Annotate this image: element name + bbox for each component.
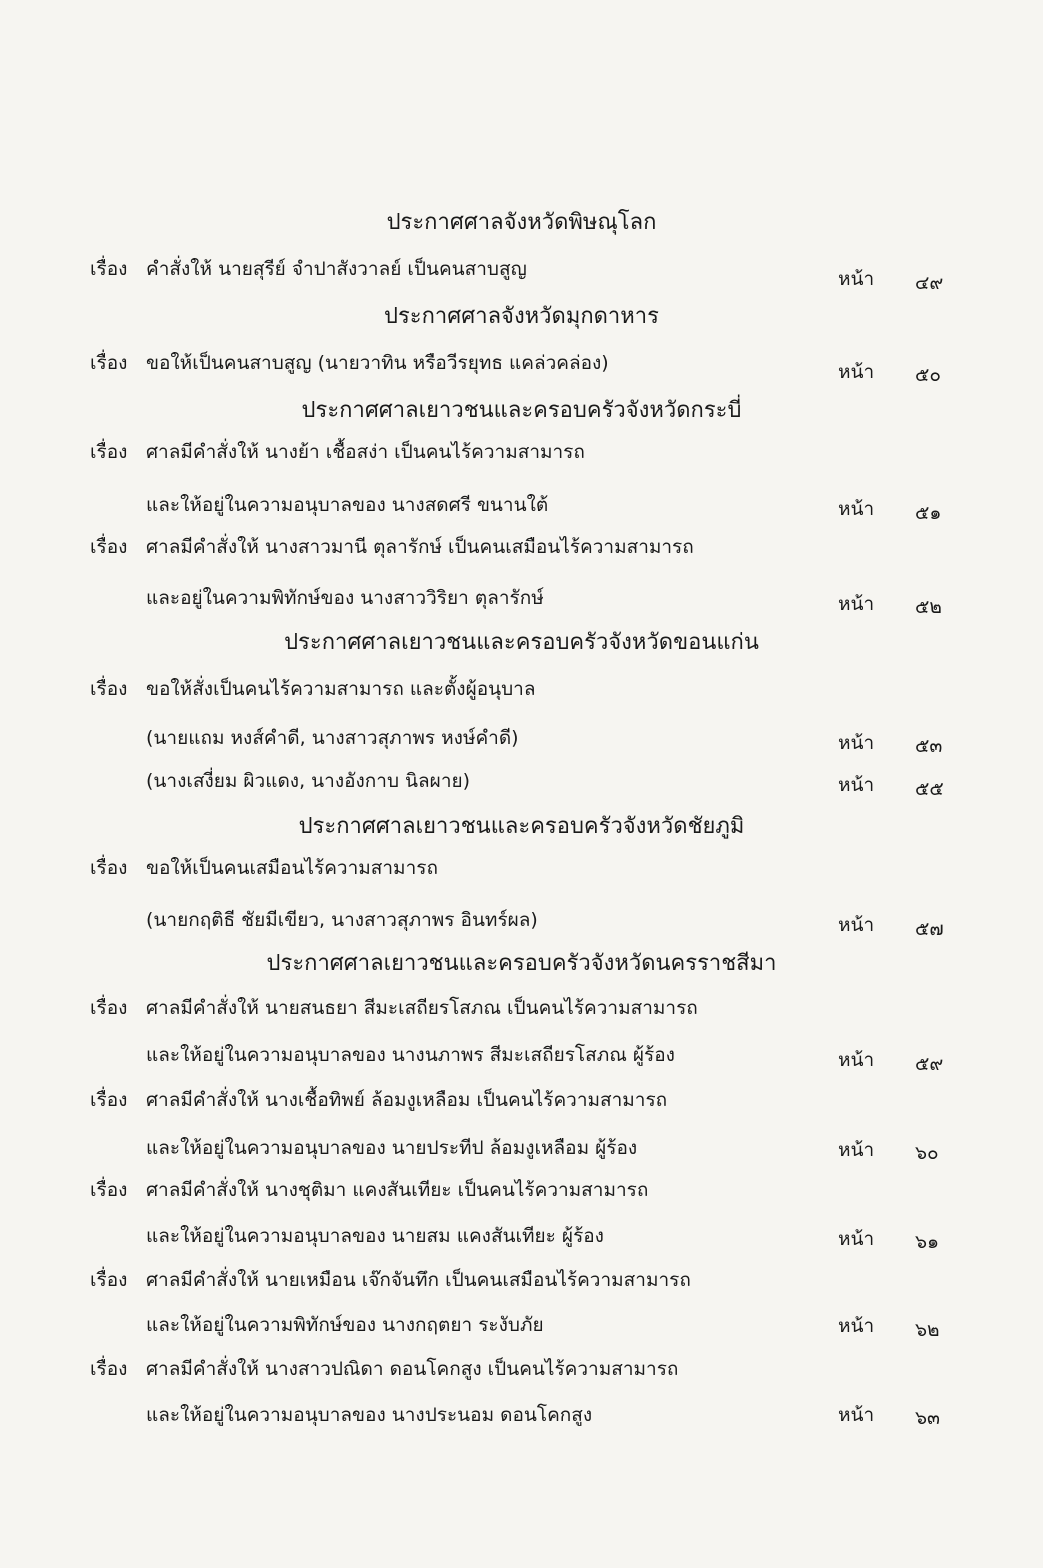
page-number: ๕๐ bbox=[915, 364, 941, 386]
page-number: ๔๙ bbox=[915, 272, 944, 294]
entry-text: ศาลมีคำสั่งให้ นางสาวมานี ตุลารักษ์ เป็นคนเสมือนไร้ความสามารถ bbox=[146, 536, 694, 558]
page-word: หน้า bbox=[838, 1049, 875, 1071]
entry-label: เรื่อง bbox=[90, 678, 128, 700]
entry-text: (นายแถม หงส์คำดี, นางสาวสุภาพร หงษ์คำดี) bbox=[146, 727, 519, 749]
entry-text: และให้อยู่ในความอนุบาลของ นายประทีป ล้อมงูเหลือม ผู้ร้อง bbox=[146, 1137, 638, 1159]
page-word: หน้า bbox=[838, 498, 875, 520]
page-number: ๖๐ bbox=[915, 1142, 939, 1164]
page-number: ๕๙ bbox=[915, 1053, 944, 1075]
entry-text: ศาลมีคำสั่งให้ นางสาวปณิดา ดอนโคกสูง เป็นคนไร้ความสามารถ bbox=[146, 1358, 679, 1380]
entry-text: และให้อยู่ในความอนุบาลของ นางนภาพร สีมะเสถียรโสภณ ผู้ร้อง bbox=[146, 1044, 675, 1066]
entry-text: ศาลมีคำสั่งให้ นางย้า เชื้อสง่า เป็นคนไร้ความสามารถ bbox=[146, 441, 585, 463]
page-word: หน้า bbox=[838, 1404, 875, 1426]
entry-text: ขอให้สั่งเป็นคนไร้ความสามารถ และตั้งผู้อนุบาล bbox=[146, 678, 536, 700]
entry-text: (นายกฤติธี ชัยมีเขียว, นางสาวสุภาพร อินทร์ผล) bbox=[146, 909, 538, 931]
entry-text: ขอให้เป็นคนเสมือนไร้ความสามารถ bbox=[146, 857, 438, 879]
entry-text: คำสั่งให้ นายสุรีย์ จำปาสังวาลย์ เป็นคนสาบสูญ bbox=[146, 258, 527, 280]
page-number: ๕๗ bbox=[915, 918, 944, 940]
entry-label: เรื่อง bbox=[90, 1269, 128, 1291]
entry-label: เรื่อง bbox=[90, 1179, 128, 1201]
page-number: ๖๒ bbox=[915, 1319, 940, 1341]
entry-label: เรื่อง bbox=[90, 1089, 128, 1111]
page-word: หน้า bbox=[838, 774, 875, 796]
section-heading: ประกาศศาลเยาวชนและครอบครัวจังหวัดนครราชสีมา bbox=[266, 951, 777, 976]
entry-text: ขอให้เป็นคนสาบสูญ (นายวาทิน หรือวีรยุทธ แคล่วคล่อง) bbox=[146, 352, 609, 374]
entry-text: และอยู่ในความพิทักษ์ของ นางสาววิริยา ตุลารักษ์ bbox=[146, 587, 544, 609]
entry-label: เรื่อง bbox=[90, 536, 128, 558]
page-word: หน้า bbox=[838, 914, 875, 936]
entry-label: เรื่อง bbox=[90, 441, 128, 463]
entry-label: เรื่อง bbox=[90, 352, 128, 374]
section-heading: ประกาศศาลเยาวชนและครอบครัวจังหวัดชัยภูมิ bbox=[298, 814, 745, 839]
page-word: หน้า bbox=[838, 361, 875, 383]
entry-text: และให้อยู่ในความพิทักษ์ของ นางกฤตยา ระงับภัย bbox=[146, 1314, 544, 1336]
page-number: ๕๒ bbox=[915, 596, 942, 618]
page-word: หน้า bbox=[838, 268, 875, 290]
entry-label: เรื่อง bbox=[90, 857, 128, 879]
section-heading: ประกาศศาลจังหวัดมุกดาหาร bbox=[384, 304, 659, 329]
entry-label: เรื่อง bbox=[90, 997, 128, 1019]
section-heading: ประกาศศาลเยาวชนและครอบครัวจังหวัดขอนแก่น bbox=[284, 630, 759, 655]
page-number: ๕๓ bbox=[915, 735, 943, 757]
entry-text: ศาลมีคำสั่งให้ นางเชื้อทิพย์ ล้อมงูเหลือม เป็นคนไร้ความสามารถ bbox=[146, 1089, 668, 1111]
page-word: หน้า bbox=[838, 593, 875, 615]
page-number: ๖๑ bbox=[915, 1231, 940, 1253]
entry-text: ศาลมีคำสั่งให้ นางชุติมา แคงสันเทียะ เป็นคนไร้ความสามารถ bbox=[146, 1179, 649, 1201]
entry-text: และให้อยู่ในความอนุบาลของ นางสดศรี ขนานใต้ bbox=[146, 494, 549, 516]
entry-text: และให้อยู่ในความอนุบาลของ นายสม แคงสันเทียะ ผู้ร้อง bbox=[146, 1225, 604, 1247]
page-number: ๕๑ bbox=[915, 502, 942, 524]
entry-text: ศาลมีคำสั่งให้ นายเหมือน เจ๊กจันทึก เป็นคนเสมือนไร้ความสามารถ bbox=[146, 1269, 691, 1291]
page-number: ๕๕ bbox=[915, 778, 944, 800]
entry-text: และให้อยู่ในความอนุบาลของ นางประนอม ดอนโคกสูง bbox=[146, 1404, 593, 1426]
page-number: ๖๓ bbox=[915, 1407, 941, 1429]
entry-text: ศาลมีคำสั่งให้ นายสนธยา สีมะเสถียรโสภณ เป็นคนไร้ความสามารถ bbox=[146, 997, 698, 1019]
entry-label: เรื่อง bbox=[90, 1358, 128, 1380]
entry-text: (นางเสงี่ยม ผิวแดง, นางอังกาบ นิลผาย) bbox=[146, 770, 471, 792]
page-word: หน้า bbox=[838, 1139, 875, 1161]
page-word: หน้า bbox=[838, 1315, 875, 1337]
page-word: หน้า bbox=[838, 732, 875, 754]
entry-label: เรื่อง bbox=[90, 258, 128, 280]
page-word: หน้า bbox=[838, 1228, 875, 1250]
section-heading: ประกาศศาลเยาวชนและครอบครัวจังหวัดกระบี่ bbox=[301, 398, 742, 423]
section-heading: ประกาศศาลจังหวัดพิษณุโลก bbox=[386, 210, 657, 235]
